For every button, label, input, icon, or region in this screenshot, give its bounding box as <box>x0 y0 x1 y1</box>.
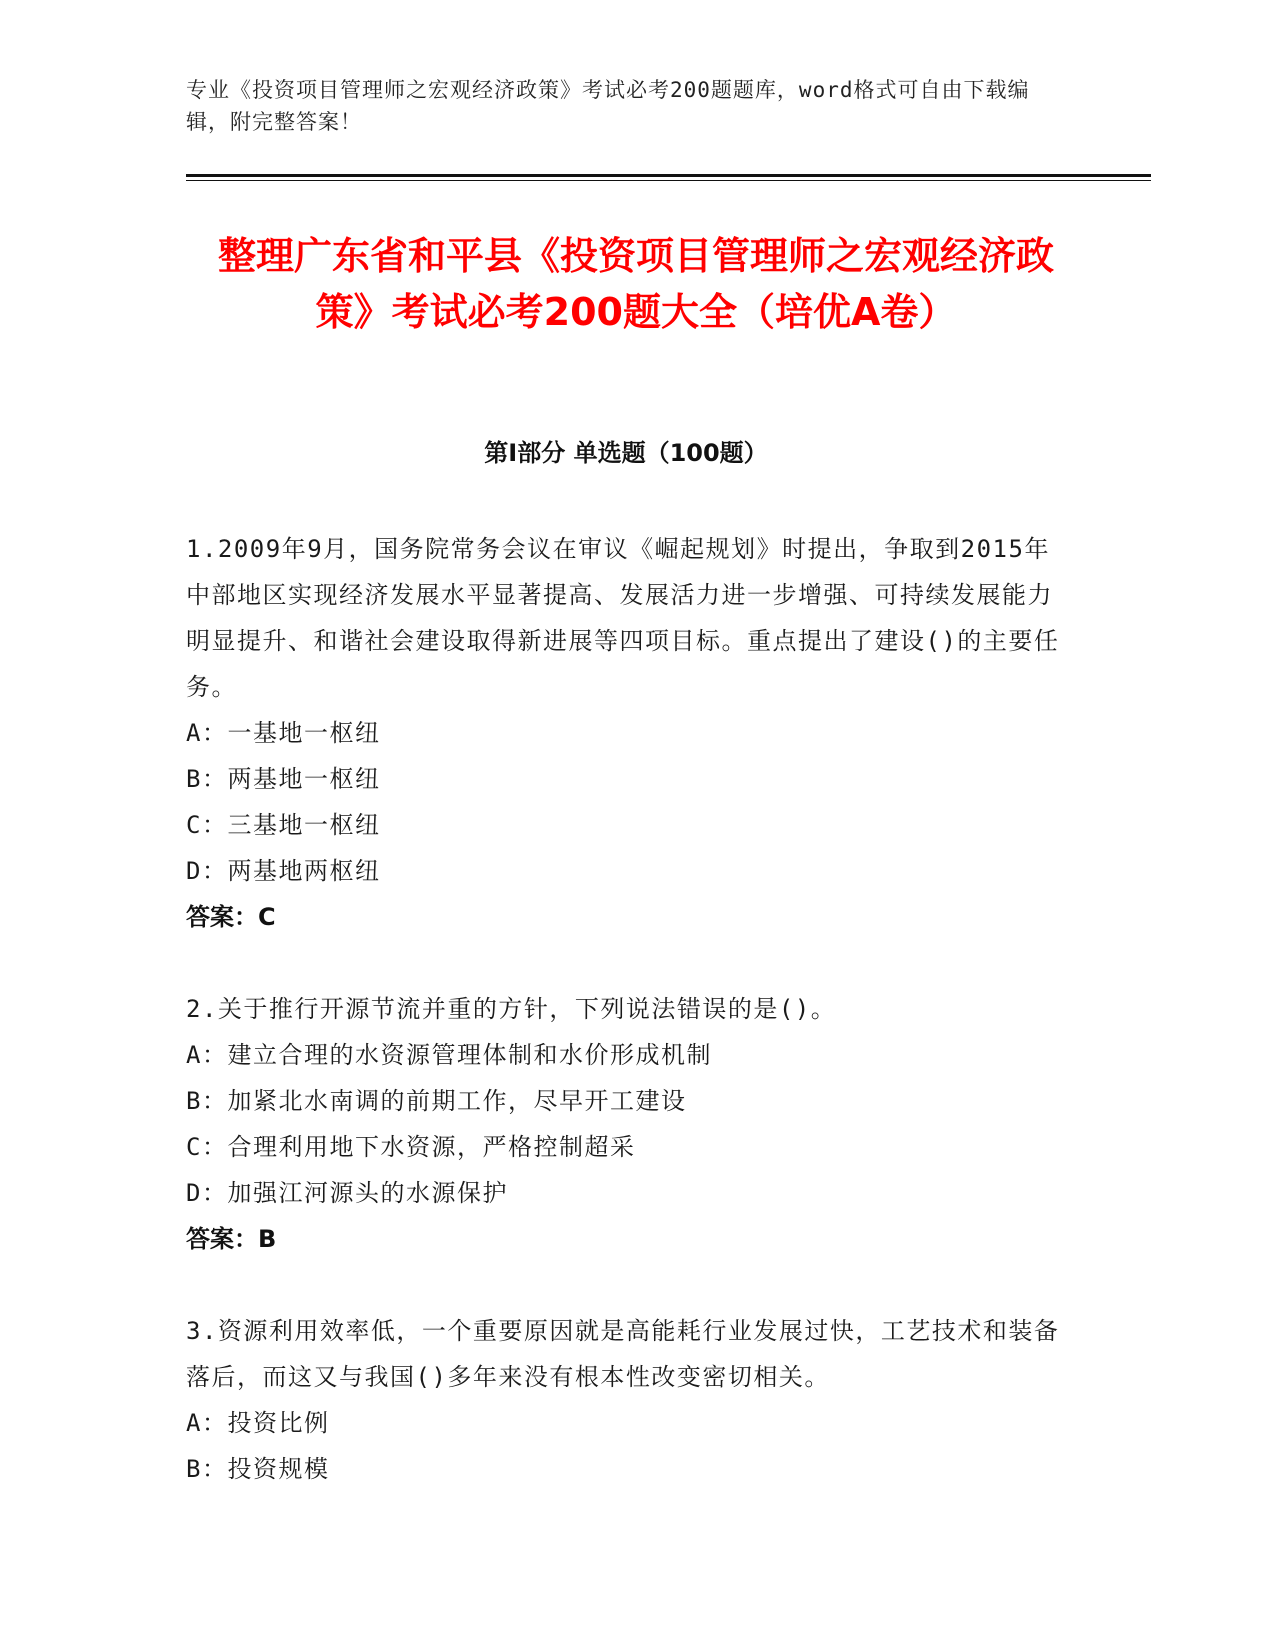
header-rule-thick <box>186 174 1151 177</box>
option-c: C：合理利用地下水资源，严格控制超采 <box>186 1133 636 1161</box>
option-a: A：投资比例 <box>186 1409 330 1437</box>
question-3 <box>186 1308 1066 1492</box>
option-c: C：三基地一枢纽 <box>186 811 381 839</box>
question-2 <box>186 986 1066 1262</box>
question-stem: 3.资源利用效率低，一个重要原因就是高能耗行业发展过快，工艺技术和装备落后，而这又与我国()多年来没有根本性改变密切相关。 <box>186 1317 1060 1391</box>
option-b: B：加紧北水南调的前期工作，尽早开工建设 <box>186 1087 687 1115</box>
document-title: 整理广东省和平县《投资项目管理师之宏观经济政策》考试必考200题大全（培优A卷） <box>217 234 1054 334</box>
option-a: A：建立合理的水资源管理体制和水价形成机制 <box>186 1041 712 1069</box>
header-rule-thin <box>186 180 1151 181</box>
section-heading: 第Ⅰ部分 单选题（100题） <box>484 439 768 467</box>
option-d: D：两基地两枢纽 <box>186 857 381 885</box>
option-b: B：两基地一枢纽 <box>186 765 381 793</box>
question-list <box>186 526 1066 1538</box>
answer-label: 答案：B <box>186 1225 277 1253</box>
header-note: 专业《投资项目管理师之宏观经济政策》考试必考200题题库，word格式可自由下载编辑，附完整答案！ <box>186 78 1030 134</box>
option-d: D：加强江河源头的水源保护 <box>186 1179 508 1207</box>
question-stem: 2.关于推行开源节流并重的方针，下列说法错误的是()。 <box>186 995 837 1023</box>
answer-label: 答案：C <box>186 903 276 931</box>
option-b: B：投资规模 <box>186 1455 330 1483</box>
option-a: A：一基地一枢纽 <box>186 719 381 747</box>
question-stem: 1.2009年9月，国务院常务会议在审议《崛起规划》时提出，争取到2015年中部地区实现经济发展水平显著提高、发展活力进一步增强、可持续发展能力明显提升、和谐社会建设取得新进展等四项目标。重点提出了建设()的主要任务。 <box>186 535 1060 701</box>
question-1 <box>186 526 1066 940</box>
